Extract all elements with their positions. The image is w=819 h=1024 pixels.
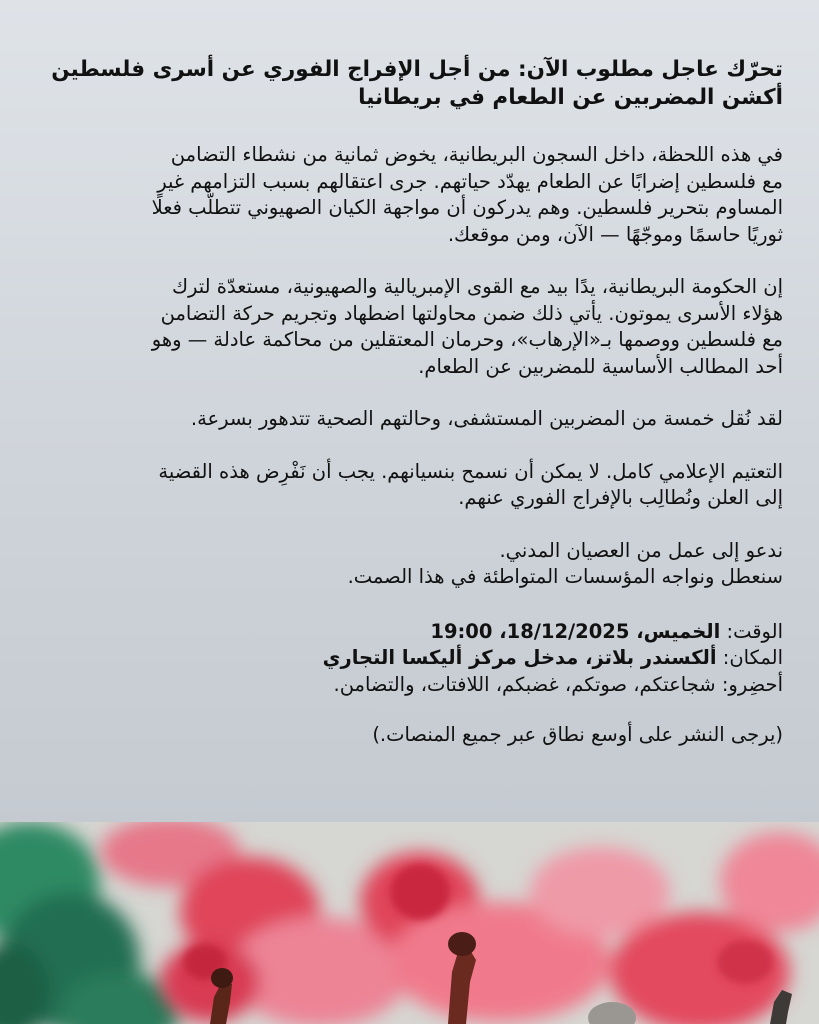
paragraph-line: مع فلسطين إضرابًا عن الطعام يهدّد حياتهم. جرى اعتقالهم بسبب التزامهم غير [157,169,783,193]
paragraph-line: لقد نُقل خمسة من المضربين المستشفى، وحالتهم الصحية تتدهور بسرعة. [190,407,783,430]
smoke-illustration [0,822,819,1024]
paragraph-media-blackout [36,459,783,512]
footer-note-text: (يرجى النشر على أوسع نطاق عبر جميع المنصات.) [372,723,783,746]
event-place-value: ألكسندر بلاتز، مدخل مركز أليكسا التجاري [322,646,717,669]
paragraph-line: ندعو إلى عمل من العصيان المدني. [499,538,783,562]
paragraph-line: إن الحكومة البريطانية، يدًا بيد مع القوى الإمبريالية والصهيونية، مستعدّة لترك [171,275,783,298]
footer-note [36,722,783,749]
event-details [36,619,783,699]
event-time [36,619,783,646]
paragraph-line: ثوريًا حاسمًا وموجّهًا — الآن، ومن موقعك. [447,222,783,246]
paragraph-line: أحد المطالب الأساسية للمضربين عن الطعام. [418,354,783,378]
event-place [36,645,783,672]
paragraph-line: إلى العلن ونُطالِب بالإفراج الفوري عنهم. [458,486,783,509]
protest-smoke-photo [0,822,819,1024]
event-bring-label: أحضِرو: [721,672,783,696]
paragraph-line: التعتيم الإعلامي كامل. لا يمكن أن نسمح بنسيانهم. يجب أن نَفْرِض هذه القضية [158,459,783,483]
paragraph-line: المساوم بتحرير فلسطين. وهم يدركون أن مواجهة الكيان الصهيوني تتطلّب فعلًا [151,196,783,219]
headline-line: تحرّك عاجل مطلوب الآن: من أجل الإفراج الفوري عن أسرى فلسطين [51,57,783,82]
event-bring [36,672,783,699]
event-bring-value: شجاعتكم، صوتكم، غضبكم، اللافتات، والتضامن. [333,672,716,696]
event-time-label: الوقت: [726,619,783,643]
paragraph-call-to-action [36,538,783,591]
paragraph-line: سنعطل ونواجه المؤسسات المتواطئة في هذا الصمت. [347,565,783,588]
headline-line: أكشن المضربين عن الطعام في بريطانيا [358,85,783,110]
paragraph-hospital [36,406,783,433]
headline [36,56,783,112]
event-place-label: المكان: [722,646,783,669]
event-time-value: الخميس، 18/12/2025، 19:00 [430,619,721,643]
paragraph-intro [36,142,783,248]
paragraph-line: مع فلسطين ووصمها بـ«الإرهاب»، وحرمان المعتقلين من محاكمة عادلة — وهو [151,328,783,351]
paragraph-government [36,274,783,380]
paragraph-line: هؤلاء الأسرى يموتون. يأتي ذلك ضمن محاولتها اضطهاد وتجريم حركة التضامن [160,301,783,325]
paragraph-line: في هذه اللحظة، داخل السجون البريطانية، يخوض ثمانية من نشطاء التضامن [170,143,783,166]
